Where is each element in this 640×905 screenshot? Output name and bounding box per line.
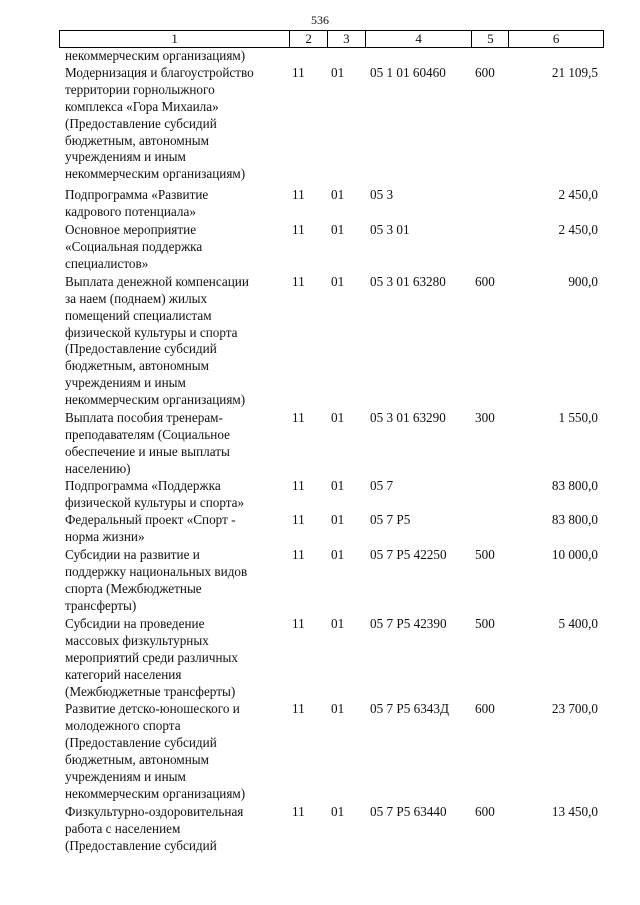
table-row <box>59 701 604 802</box>
description-line: Развитие детско-юношеского и <box>65 701 240 717</box>
row-amount: 23 700,0 <box>551 701 598 717</box>
description-line: физической культуры и спорта <box>65 324 238 340</box>
table-row <box>59 616 604 701</box>
row-subsection: 01 <box>331 477 345 493</box>
description-line: обеспечение и иные выплаты <box>65 443 230 459</box>
description-line: Субсидии на развитие и <box>65 547 200 563</box>
description-line: (Предоставление субсидий <box>65 115 217 131</box>
row-section: 11 <box>292 410 305 426</box>
header-col-4: 4 <box>366 31 473 47</box>
row-expense-type <box>473 187 510 221</box>
row-description <box>59 616 290 701</box>
row-description <box>59 478 290 512</box>
description-line: категорий населения <box>65 666 182 682</box>
row-target-code: 05 7 P5 42250 <box>370 547 447 563</box>
row-amount: 10 000,0 <box>551 547 598 563</box>
description-line: (Межбюджетные трансферты) <box>65 683 236 699</box>
row-description <box>59 187 290 221</box>
row-expense-type: 600 <box>475 803 495 819</box>
row-target-code: 05 7 P5 63440 <box>370 803 447 819</box>
row-target-code: 05 7 P5 6343Д <box>370 701 449 717</box>
table-row <box>59 222 604 273</box>
row-section: 11 <box>292 701 305 717</box>
row-description <box>59 274 290 409</box>
description-line: территории горнолыжного <box>65 81 215 97</box>
description-line: бюджетным, автономным <box>65 752 209 768</box>
row-description <box>59 65 290 183</box>
row-target-code: 05 3 01 63280 <box>370 273 446 289</box>
description-line: помещений специалистам <box>65 307 212 323</box>
row-amount: 13 450,0 <box>551 803 598 819</box>
row-description <box>59 512 290 546</box>
row-target-code: 05 7 P5 42390 <box>370 615 447 631</box>
description-line: мероприятий среди различных <box>65 649 238 665</box>
row-section: 11 <box>292 273 305 289</box>
row-expense-type: 600 <box>475 273 495 289</box>
row-expense-type: 500 <box>475 615 495 631</box>
description-line: населению) <box>65 460 131 476</box>
table-body <box>59 48 604 855</box>
description-line: работа с населением <box>65 820 181 836</box>
row-section: 11 <box>292 222 305 238</box>
description-line: учреждениям и иным <box>65 769 186 785</box>
description-line: Выплата пособия тренерам- <box>65 410 223 426</box>
description-line: Подпрограмма «Поддержка <box>65 477 221 493</box>
row-amount: 83 800,0 <box>551 512 598 528</box>
row-description <box>59 701 290 802</box>
row-amount: 21 109,5 <box>551 64 598 80</box>
row-expense-type: 300 <box>475 410 495 426</box>
description-line: специалистов» <box>65 255 149 271</box>
row-description <box>59 222 290 273</box>
description-line: поддержку национальных видов <box>65 564 248 580</box>
row-section: 11 <box>292 547 305 563</box>
description-line: (Предоставление субсидий <box>65 341 217 357</box>
table-row <box>59 804 604 855</box>
description-line: трансферты) <box>65 598 137 613</box>
table-row <box>59 410 604 478</box>
header-col-5: 5 <box>472 31 509 47</box>
description-line: спорта (Межбюджетные <box>65 581 202 597</box>
table-header <box>59 30 604 48</box>
description-line: преподавателям (Социальное <box>65 426 230 442</box>
row-section: 11 <box>292 803 305 819</box>
row-description <box>59 804 290 855</box>
row-section: 11 <box>292 512 305 528</box>
table-row-continuation <box>59 48 604 65</box>
description-line: молодежного спорта <box>65 718 181 734</box>
description-line: бюджетным, автономным <box>65 358 209 374</box>
table-row <box>59 478 604 512</box>
description-line: некоммерческим организациям) <box>65 166 246 182</box>
row-expense-type <box>473 512 510 546</box>
description-line: (Предоставление субсидий <box>65 735 217 751</box>
description-line: норма жизни» <box>65 529 145 545</box>
description-line: Модернизация и благоустройство <box>65 64 254 80</box>
description-line: за наем (поднаем) жилых <box>65 290 208 306</box>
row-subsection: 01 <box>331 273 345 289</box>
row-section: 11 <box>292 187 305 203</box>
table-row <box>59 512 604 546</box>
description-line: физической культуры и спорта» <box>65 494 245 510</box>
row-section: 11 <box>292 615 305 631</box>
header-col-1: 1 <box>60 31 290 47</box>
row-subsection: 01 <box>331 512 345 528</box>
row-subsection: 01 <box>331 615 345 631</box>
row-subsection: 01 <box>331 803 345 819</box>
description-line: (Предоставление субсидий <box>65 837 217 853</box>
row-subsection: 01 <box>331 222 345 238</box>
table-row <box>59 187 604 221</box>
description-line: «Социальная поддержка <box>65 238 203 254</box>
row-expense-type: 500 <box>475 547 495 563</box>
row-amount: 1 550,0 <box>558 410 598 426</box>
row-expense-type <box>473 478 510 512</box>
header-col-2: 2 <box>290 31 328 47</box>
row-subsection: 01 <box>331 187 345 203</box>
description-line: Основное мероприятие <box>65 222 197 238</box>
description-line: некоммерческим организациям) <box>65 392 246 408</box>
description-line: некоммерческим организациям) <box>65 785 246 801</box>
description-line: комплекса «Гора Михаила» <box>65 98 219 114</box>
description-line: Физкультурно-оздоровительная <box>65 803 244 819</box>
description-line: бюджетным, автономным <box>65 132 209 148</box>
description-line: массовых физкультурных <box>65 632 209 648</box>
row-expense-type: 600 <box>475 64 495 80</box>
table-row <box>59 65 604 183</box>
row-subsection: 01 <box>331 701 345 717</box>
description-line: кадрового потенциала» <box>65 204 196 220</box>
description-line: Субсидии на проведение <box>65 615 205 631</box>
row-target-code: 05 7 <box>370 477 394 493</box>
row-section: 11 <box>292 477 305 493</box>
row-description <box>59 547 290 615</box>
row-amount: 83 800,0 <box>551 477 598 493</box>
description-line: учреждениям и иным <box>65 149 186 165</box>
row-subsection: 01 <box>331 64 345 80</box>
page-number: 536 <box>311 13 329 27</box>
row-amount: 2 450,0 <box>558 222 598 238</box>
row-target-code: 05 3 <box>370 187 394 203</box>
row-amount: 5 400,0 <box>558 615 598 631</box>
description-line: Федеральный проект «Спорт - <box>65 512 236 528</box>
row-description <box>59 410 290 478</box>
row-expense-type: 600 <box>475 701 495 717</box>
row-amount: 2 450,0 <box>558 187 598 203</box>
row-description: некоммерческим организациям) <box>65 48 246 63</box>
description-line: учреждениям и иным <box>65 375 186 391</box>
table-row <box>59 274 604 409</box>
row-subsection: 01 <box>331 410 345 426</box>
row-target-code: 05 1 01 60460 <box>370 64 446 80</box>
row-target-code: 05 3 01 63290 <box>370 410 446 426</box>
description-line: Выплата денежной компенсации <box>65 273 249 289</box>
table-row <box>59 547 604 615</box>
row-amount: 900,0 <box>568 273 598 289</box>
row-target-code: 05 7 P5 <box>370 512 411 528</box>
row-subsection: 01 <box>331 547 345 563</box>
row-section: 11 <box>292 64 305 80</box>
header-col-6: 6 <box>552 31 560 46</box>
description-line: Подпрограмма «Развитие <box>65 187 209 203</box>
row-target-code: 05 3 01 <box>370 222 410 238</box>
row-expense-type <box>473 222 510 273</box>
header-col-3: 3 <box>328 31 366 47</box>
